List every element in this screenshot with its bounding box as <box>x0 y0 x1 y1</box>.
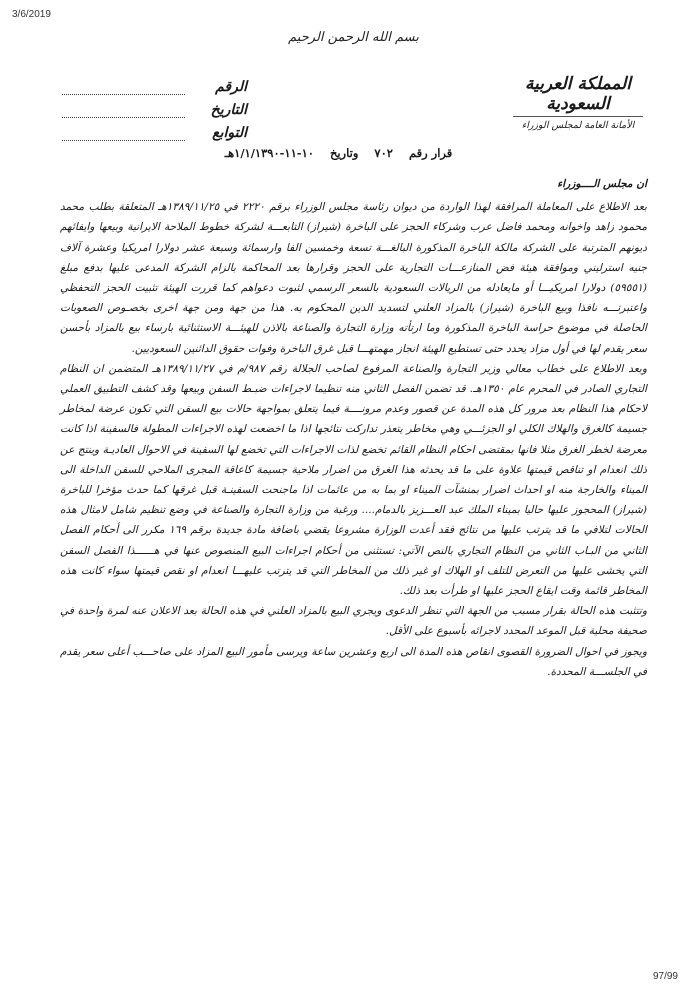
decision-date: ١٠-١١-١/١/١٣٩٠هـ <box>224 146 314 160</box>
field-date-line <box>62 105 185 118</box>
letterhead-subtitle: الأمانة العامة لمجلس الوزراء <box>521 120 635 131</box>
letterhead <box>513 74 643 131</box>
document-page <box>56 22 651 902</box>
field-number <box>62 72 247 95</box>
basmala: بسم الله الرحمن الرحيم <box>288 30 419 45</box>
page-counter: 97/99 <box>652 971 678 982</box>
decision-body <box>60 174 647 682</box>
field-attachments-line <box>62 128 185 141</box>
field-date <box>62 95 247 118</box>
field-number-line <box>62 82 185 95</box>
field-number-label: الرقم <box>215 79 247 95</box>
paragraph-4: ويجوز في احوال الضرورة القصوى انقاص هذه المدة الى اربع وعشرين ساعة ويرسى مأمور البيع المزاد على صاحـــب أعلى سعر يقدم في الجلســـة المحددة. <box>60 645 647 678</box>
print-date: 3/6/2019 <box>12 9 51 20</box>
decision-label: قرار رقم <box>408 146 453 160</box>
field-attachments-label: التوابع <box>212 125 247 141</box>
decision-number: ٧٠٢ <box>374 146 393 160</box>
salutation: ان مجلس الــــوزراء <box>557 178 647 190</box>
field-date-label: التاريخ <box>210 102 247 118</box>
paragraph-3: وتتثبت هذه الحالة بقرار مسبب من الجهة التي تنظر الدعوى ويجري البيع بالمزاد العلني في هذه الحالة بعد الاعلان عنه لمرة واحدة في صحيفة محلية قبل الموعد المحدد لاجرائه بأسبوع على الأقل. <box>60 605 647 638</box>
field-attachments <box>62 118 247 141</box>
paragraph-2: وبعد الاطلاع على خطاب معالي وزير التجارة والصناعة المرفوع لصاحب الجلالة رقم ٩٨٧/م في ١٣٨٩/١١/٢٧هـ المتضمن ان النظام التجاري الصادر في المحرم عام ١٣٥٠هـ. قد تضمن الفصل الثاني منه تنظيما لاجراءات ضبـط السفن وبيعها وقد كشف التطبيق العملي لاحكام هذا النظام بعد مرور كل هذه المدة عن قصور وعدم مرونــــة فيما يتعلق بمواجهة حالات بيع السفن التي تكون عرضة لمخاطر جسيمة كالغرق والهلاك الكلي او الجزئـــي وهي مخاطر يتعذر تداركت نتائجها اذا ما اخضعت لهذه الاجراءات المطولة فالسفينة اذا كانت معرضة لخطر الغرق مثلا فانها بمقتضى احكام النظام القائم تخضع لذات الاجراءات التي تخضع لها السفينة في الاحوال العاديـة وينتج عن ذلك انعدام او تناقص قيمتها علاوة على ما قد يحدثه هذا الغرق من اضرار ملاحية جسيمة كاعاقة المجرى الملاحي للسفن الداخلة الى الميناء والخارجة منه او احداث اضرار بمنشآت الميناء او بما به من عائمات اذا ماجنحت السفينـة قبل غرقها كما حدث مؤخرا للباخرة (شيراز) المحجوز عليها حاليا بميناء الملك عبد العـــزيز بالدمام.... ورغبة من وزارة التجارة والصناعة في وضع تنظيم شامل لامثال هذه الحالات لتلافي ما قد يترتب عليها من نتائج فقد أعدت الوزارة مشروعا يقضي باضافة مادة جديدة برقم ١٦٩ مكرر الى أحكام الفصل الثاني من البـاب الثاني من النظام التجاري بالنص الآتي: تستثنى من أحكام اجراءات البيع المنصوص عنها في هــــــذا الفصل السفن التي يخشى عليها من التعرض للتلف او الهلاك او غير ذلك من المخاطر التي قد يترتب عليهـــا انعدام او نقص قيمتها سواء كانت هذه المخاطر قائمة وقت ايقاع الحجز عليها او طرأت بعد ذلك. <box>60 362 648 598</box>
decision-reference <box>186 146 491 160</box>
letterhead-title: المملكة العربية السعودية <box>513 74 643 117</box>
decision-date-label: وتاريخ <box>329 146 359 160</box>
reference-fields <box>62 72 247 141</box>
paragraph-1: بعد الاطلاع على المعاملة المرافقة لهذا الواردة من ديوان رئاسة مجلس الوزراء برقم ٢٢٢٠ في ١٣٨٩/١١/٢٥هـ المتعلقة بطلب محمد محمود زاهد واخوانه ومحمد فاضل عرب وشركاء الحجز على الباخرة (شيراز) التابعـــة لشركة خطوط الملاحة الايرانية وبيعها وايفائهم ديونهم المترتبة على الشركة مالكة الباخرة المذكورة البالغـــة تسعة وخمسين الفا وارسمائة وسبعة عشر دولارا امريكيا وعشرة آلاف جنيه استرليني وموافقة هيئة فض المنازعـــات التجارية على الحجز وقرارها بعد المحاكمة بالزام الشركة المدعى عليها بدفع مبلغ (٥٩٥٥١) دولارا امريكيـــا أو مايعادله من الريالات السعودية بالسعر الرسمي لثبوت دعواهم كما قررت الهيئة تثبيت الحجز التحفظي واعتبرتـــه نافذا وبيع الباخرة (شيراز) بالمزاد العلني لتسديد الدين المحكوم به. هذا من جهة ومن جهة اخرى بخصـوص الصعوبات الحاصلة في موضوع حراسة الباخرة المذكورة وما ارتأته وزارة التجارة والصناعة بالاذن للهيئـــة الاستثنائية بارساء بيع بالمزاد بأحسن سعر يقدم لها في أول مزاد يحدد حتى تستطيع الهيئة انجاز مهمتهـــا قبل غرق الباخرة وفوات حقوق الدائنين السعوديين. <box>60 201 647 355</box>
